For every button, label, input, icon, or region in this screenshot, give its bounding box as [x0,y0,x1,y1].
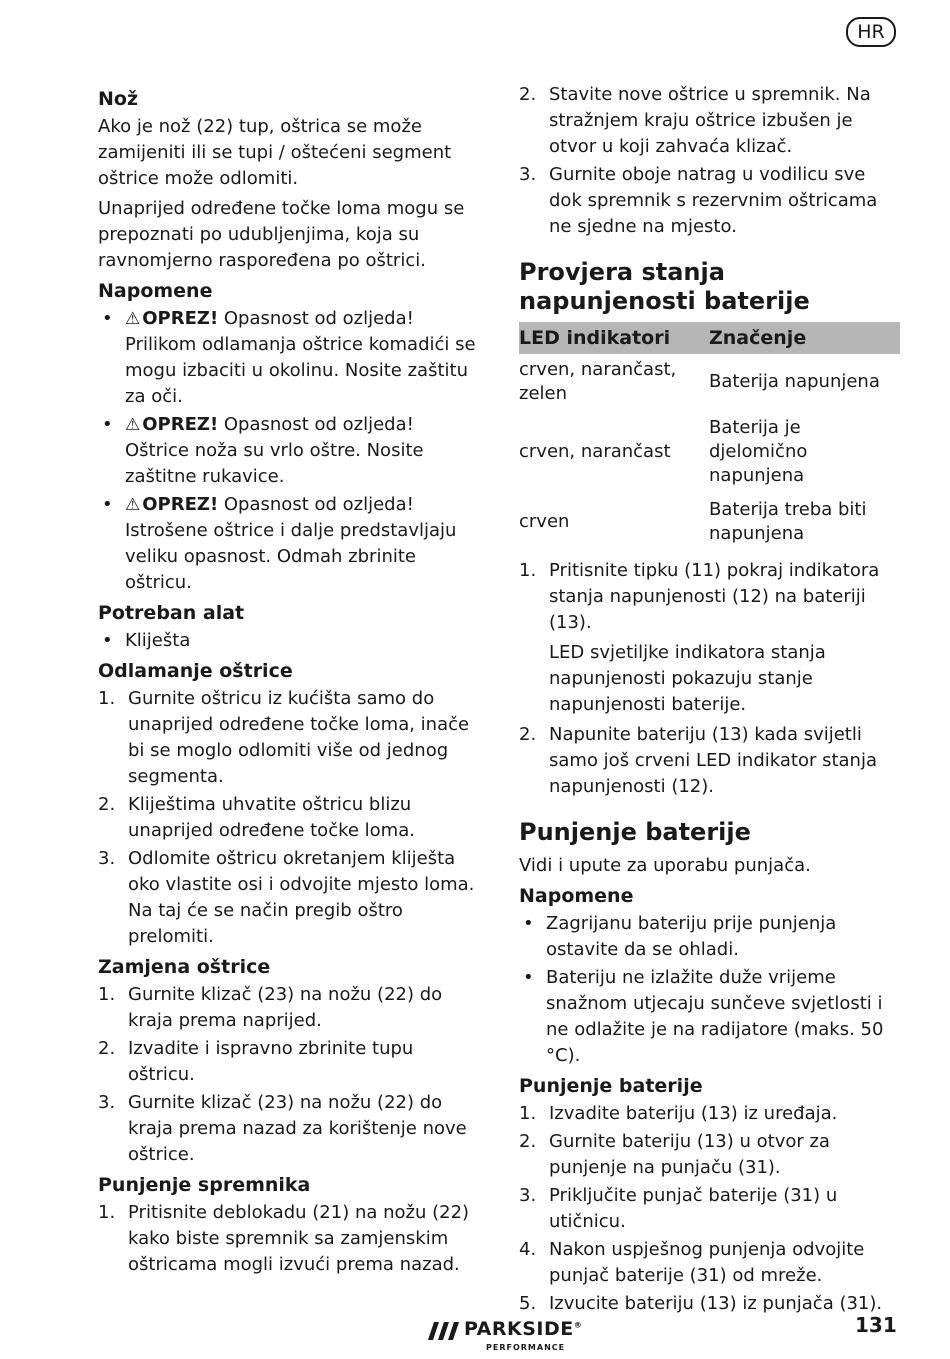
bullet-icon: • [523,913,534,934]
table-cell: crven [519,511,570,532]
step-text: Nakon uspješnog punjenja odvojite punjač baterije (31) od mreže. [549,1239,865,1286]
step-item [519,1129,901,1181]
alat-list [98,628,483,654]
table-cell: crven, narančast [519,441,671,462]
step-text: Gurnite klizač (23) na nožu (22) do kraja prema nazad za korištenje nove oštrice. [128,1092,467,1165]
step-number: 3. [98,1092,116,1113]
step-text: Gurnite oboje natrag u vodilicu sve dok spremnik s rezervnim oštricama ne sjedne na mjesto. [549,164,878,237]
step-item [98,1200,483,1278]
warning-triangle-icon: ⚠ [125,495,141,515]
punjenje-intro: Vidi i upute za uporabu punjača. [519,855,811,876]
step-number: 1. [98,1202,116,1223]
step-number: 1. [519,1103,537,1124]
step-item [519,82,901,160]
punjenje-spremnika-heading: Punjenje spremnika [98,1174,311,1196]
step-item [98,846,483,950]
step-text: Gurnite oštricu iz kućišta samo do unaprijed određene točke loma, inače bi se moglo odlomiti više od jednog segmenta. [128,688,470,787]
step-text: Napunite bateriju (13) kada svijetli samo još crveni LED indikator stanja napunjenosti (12). [549,724,877,797]
warning-triangle-icon: ⚠ [125,415,141,435]
table-header-row [519,322,900,354]
table-cell: Baterija napunjena [709,371,880,392]
warning-text: Opasnost od ozljeda! Oštrice noža su vrlo oštre. Nosite zaštitne rukavice. [125,414,424,487]
step-item [519,1291,901,1317]
provjera-step-note: LED svjetiljke indikatora stanja napunjenosti pokazuju stanje napunjenosti baterije. [549,642,826,715]
step-number: 2. [519,1131,537,1152]
bullet-icon: • [102,630,113,651]
warning-label: OPREZ! [142,308,219,329]
napomene-heading-right: Napomene [519,885,634,907]
step-number: 1. [98,984,116,1005]
provjera-heading: Provjera stanja napunjenosti baterije [519,258,810,315]
bullet-icon: • [102,308,113,329]
table-cell: Baterija treba biti napunjena [709,499,867,544]
list-item-text: Bateriju ne izlažite duže vrijeme snažnom utjecaju sunčeve svjetlosti i ne odlažite je na radijatore (maks. 50 °C). [546,967,884,1066]
step-item [98,982,483,1034]
warning-item [98,306,483,410]
step-number: 3. [519,164,537,185]
warning-list [98,306,483,596]
table-header-znacenje: Značenje [709,322,900,354]
list-item-text: Kliješta [125,630,191,651]
bullet-icon: • [102,414,113,435]
logo-main-text: PARKSIDE [464,1318,574,1340]
warning-label: OPREZ! [142,414,219,435]
step-text: Izvucite bateriju (13) iz punjača (31). [549,1293,883,1314]
logo-registered-mark: ® [573,1320,583,1330]
step-number: 1. [98,688,116,709]
step-number: 3. [98,848,116,869]
table-cell: Baterija je djelomično napunjena [709,417,808,486]
step-number: 2. [519,724,537,745]
step-item [519,1237,901,1289]
logo-wordmark [464,1318,582,1340]
list-item-text: Zagrijanu bateriju prije punjenja ostavite da se ohladi. [546,913,837,960]
zamjena-steps [98,982,483,1168]
step-text: Priključite punjač baterije (31) u utičnicu. [549,1185,838,1232]
provjera-steps [519,558,901,636]
table-row [519,412,900,494]
punjenje-heading: Punjenje baterije [519,818,751,846]
odlamanje-steps [98,686,483,950]
warning-label: OPREZ! [142,494,219,515]
logo-stripes-icon [428,1322,462,1340]
bullet-icon: • [523,967,534,988]
step-item [98,1036,483,1088]
step-item [519,722,901,800]
step-item [98,686,483,790]
step-item [519,162,901,240]
step-number: 2. [519,84,537,105]
step-number: 2. [98,1038,116,1059]
napomene-list [519,911,901,1069]
zamjena-heading: Zamjena oštrice [98,956,271,978]
list-item [519,965,901,1069]
table-header-led: LED indikatori [519,322,709,354]
table-row [519,494,900,552]
odlamanje-heading: Odlamanje oštrice [98,660,293,682]
spremnik-steps [98,1200,483,1278]
noz-paragraph-1: Ako je nož (22) tup, oštrica se može zamijeniti ili se tupi / oštećeni segment oštrice može odlomiti. [98,116,452,189]
punjenje-sub-heading: Punjenje baterije [519,1075,703,1097]
table-cell: crven, narančast, zelen [519,359,677,404]
warning-text: Opasnost od ozljeda! Istrošene oštrice i dalje predstavljaju veliku opasnost. Odmah zbrinite oštricu. [125,494,457,593]
punjenje-steps [519,1101,901,1317]
noz-heading: Nož [98,88,139,110]
step-number: 5. [519,1293,537,1314]
warning-text: Opasnost od ozljeda! Prilikom odlamanja oštrice komadići se mogu izbaciti u okolinu. Nosite zaštitu za oči. [125,308,476,407]
noz-paragraph-2: Unaprijed određene točke loma mogu se prepoznati po udubljenjima, koja su ravnomjerno raspoređena po oštrici. [98,198,465,271]
right-column [519,82,901,1321]
step-text: Stavite nove oštrice u spremnik. Na stražnjem kraju oštrice izbušen je otvor u koji zahvaća klizač. [549,84,871,157]
spremnik-steps-continued [519,82,901,240]
step-item [519,1101,901,1127]
warning-item [98,412,483,490]
step-text: Gurnite bateriju (13) u otvor za punjenje na punjaču (31). [549,1131,830,1178]
warning-triangle-icon: ⚠ [125,309,141,329]
step-item [519,1183,901,1235]
step-number: 2. [98,794,116,815]
step-text: Pritisnite deblokadu (21) na nožu (22) kako biste spremnik sa zamjenskim oštricama mogli izvući prema nazad. [128,1202,470,1275]
step-item [519,558,901,636]
step-text: Odlomite oštricu okretanjem kliješta oko vlastite osi i odvojite mjesto loma. Na taj će se način pregib oštro prelomiti. [128,848,475,947]
step-text: Kliještima uhvatite oštricu blizu unaprijed određene točke loma. [128,794,415,841]
step-text: Pritisnite tipku (11) pokraj indikatora stanja napunjenosti (12) na bateriji (13). [549,560,880,633]
provjera-steps-2 [519,722,901,800]
step-number: 3. [519,1185,537,1206]
list-item [519,911,901,963]
language-badge: HR [846,17,896,47]
step-text: Gurnite klizač (23) na nožu (22) do kraja prema naprijed. [128,984,443,1031]
alat-heading: Potreban alat [98,602,245,624]
logo-subtitle: PERFORMANCE [486,1343,566,1352]
step-item [98,1090,483,1168]
step-number: 1. [519,560,537,581]
step-item [98,792,483,844]
step-text: Izvadite i ispravno zbrinite tupu oštricu. [128,1038,414,1085]
list-item [98,628,483,654]
left-column [98,82,483,1282]
napomene-heading: Napomene [98,280,213,302]
parkside-logo [428,1318,588,1354]
page-number: 131 [855,1313,897,1337]
led-indicator-table [519,322,900,552]
warning-item [98,492,483,596]
step-number: 4. [519,1239,537,1260]
step-text: Izvadite bateriju (13) iz uređaja. [549,1103,838,1124]
table-row [519,354,900,412]
bullet-icon: • [102,494,113,515]
